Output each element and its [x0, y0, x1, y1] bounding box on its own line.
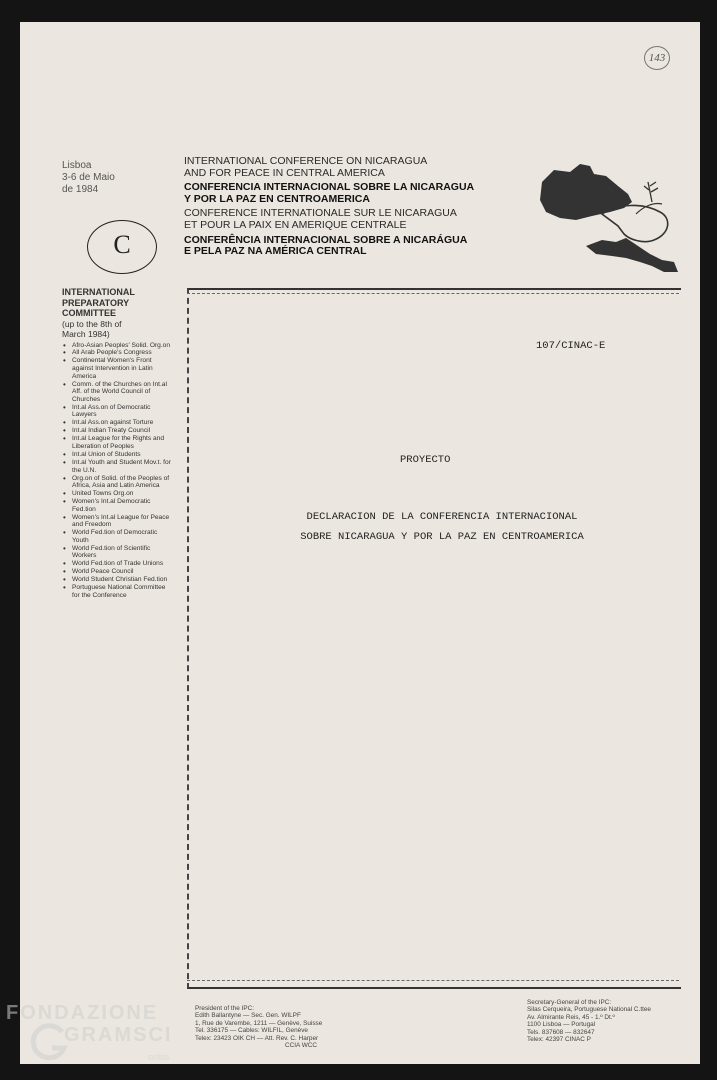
place-line: de 1984 [62, 184, 99, 195]
committee-title-line: PREPARATORY [62, 297, 130, 308]
conference-titles [184, 156, 544, 261]
member-item: • Afro-Asian Peoples' Solid. Org.on [62, 342, 172, 350]
committee-subtitle [62, 319, 172, 339]
title-line: INTERNATIONAL CONFERENCE ON NICARAGUA [184, 155, 428, 167]
member-item: • World Fed.tion of Trade Unions [62, 560, 172, 568]
member-list [62, 342, 172, 600]
committee-title-line: COMMITTEE [62, 308, 116, 318]
member-item: • Int.al Union of Students [62, 451, 172, 459]
page-number: 143 [644, 46, 670, 70]
member-item: • World Student Christian Fed.tion [62, 576, 172, 584]
document-heading: PROYECTO [400, 454, 451, 466]
content-frame [187, 288, 681, 989]
title-line: AND FOR PEACE IN CENTRAL AMERICA [184, 166, 385, 179]
place-date [62, 160, 132, 196]
footer-secretary [527, 999, 697, 1043]
committee-subtitle-line: March 1984) [62, 328, 110, 339]
conference-logo-dove-map [532, 142, 682, 272]
title-french [184, 208, 544, 231]
footer-line: Secretary-General of the IPC: [527, 999, 612, 1006]
footer-line: Av. Almirante Reis, 45 - 1.º Dt.º [527, 1013, 615, 1021]
title-line: CONFERENCE INTERNATIONALE SUR LE NICARAGUA [184, 207, 457, 220]
title-english [184, 156, 544, 179]
document-code: 107/CINAC-E [536, 340, 606, 352]
member-item: • Int.al Ass.on of Democratic Lawyers [62, 404, 172, 419]
document-title [282, 507, 602, 547]
footer-line: 1, Rue de Varembe, 1211 — Genève, Suisse [195, 1019, 323, 1027]
place-line: 3-6 de Maio [62, 172, 115, 183]
title-line: CONFERÊNCIA INTERNACIONAL SOBRE A NICARÁGUA [184, 233, 468, 246]
member-item: • Women's Int.al League for Peace and Freedom [62, 514, 172, 529]
member-item: • Int.al Ass.on against Torture [62, 419, 172, 427]
footer-line: President of the IPC: [195, 1005, 254, 1012]
footer-line: CCIA WCC [285, 1042, 317, 1050]
document-page [20, 22, 700, 1064]
committee-title [62, 287, 172, 319]
title-line: E PELA PAZ NA AMÉRICA CENTRAL [184, 245, 367, 258]
member-item: • Int.al League for the Rights and Liberation of Peoples [62, 435, 172, 450]
member-item: • Comm. of the Churches on Int.al Aff. of the World Council of Churches [62, 381, 172, 404]
member-item: • Org.on of Solid. of the Peoples of Africa, Asia and Latin America [62, 475, 172, 490]
footer-line: Telex: 42397 CINAC P [527, 1036, 591, 1044]
footer-line: Tel. 336175 — Cables: WILFIL, Genève [195, 1027, 308, 1035]
document-title-line: SOBRE NICARAGUA Y POR LA PAZ EN CENTROAMERICA [300, 531, 584, 543]
member-item: • World Peace Council [62, 568, 172, 576]
member-item: • World Fed.tion of Democratic Youth [62, 529, 172, 544]
footer-line: 1100 Lisboa — Portugal [527, 1021, 596, 1029]
footer-line: Edith Ballantyne — Sec. Gen. WILPF [195, 1012, 301, 1020]
title-line: CONFERENCIA INTERNACIONAL SOBRE LA NICARAGUA [184, 181, 475, 194]
member-item: • Int.al Indian Treaty Council [62, 427, 172, 435]
committee-title-line: INTERNATIONAL [62, 287, 135, 297]
member-item: • Int.al Youth and Student Mov.t. for the U.N. [62, 459, 172, 474]
frame-rule [187, 980, 679, 981]
preparatory-committee [62, 287, 172, 600]
member-item: • World Fed.tion of Scientific Workers [62, 545, 172, 560]
footer-line: Tels. 837608 — 832647 [527, 1028, 595, 1036]
archive-watermark [6, 1000, 186, 1080]
frame-rule [187, 293, 679, 294]
member-item: • United Towns Org.on [62, 490, 172, 498]
document-title-line: DECLARACION DE LA CONFERENCIA INTERNACIONAL [306, 511, 578, 523]
committee-subtitle-line: (up to the 8th of [62, 318, 122, 329]
place-line: Lisboa [62, 160, 92, 171]
title-line: ET POUR LA PAIX EN AMERIQUE CENTRALE [184, 218, 407, 231]
title-line: Y POR LA PAZ EN CENTROAMERICA [184, 192, 370, 205]
footer-line: Telex: 23423 OIK CH — Att. Rev. C. Harper [195, 1034, 319, 1042]
member-item: • Portuguese National Committee for the Conference [62, 584, 172, 599]
watermark-line: GRAMSCI [64, 1024, 173, 1046]
footer-president [195, 1005, 355, 1049]
watermark-line: FONDAZIONE [6, 1002, 159, 1024]
title-spanish [184, 182, 544, 205]
title-portuguese [184, 235, 544, 258]
member-item: • All Arab People's Congress [62, 349, 172, 357]
member-item: • Women's Int.al Democratic Fed.tion [62, 498, 172, 513]
footer-line: Silas Cerqueira, Portuguese National C.ttee [527, 1006, 651, 1014]
member-item: • Continental Women's Front against Intervention in Latin America [62, 357, 172, 380]
handwritten-annotation: C [87, 220, 157, 274]
watermark-line: onlus [148, 1052, 170, 1062]
